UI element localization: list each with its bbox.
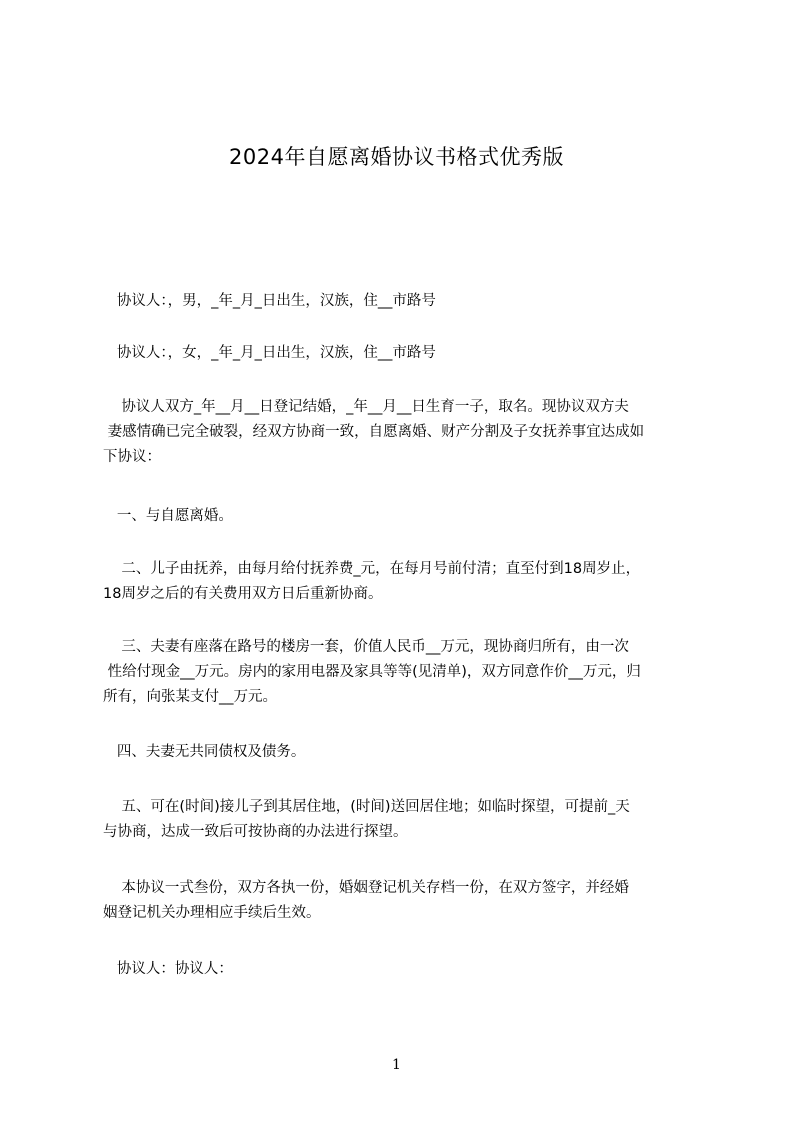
paragraph-clause-5 (103, 795, 700, 845)
paragraph-line: 与协商，达成一致后可按协商的办法进行探望。 (103, 824, 408, 840)
paragraph-clause-4 (103, 740, 700, 765)
paragraph-line: 二、儿子由抚养，由每月给付抚养费_元，在每月号前付清；直至付到18周岁止， (103, 561, 641, 577)
paragraph-clause-3 (103, 635, 700, 710)
paragraph-line: 下协议： (103, 449, 161, 465)
page-number: 1 (392, 1057, 401, 1073)
paragraph-line: 协议人双方_年__月__日登记结婚，_年__月__日生育一子，取名。现协议双方夫 (103, 399, 629, 415)
paragraph-line: 姻登记机关办理相应手续后生效。 (103, 905, 321, 921)
paragraph-line: 一、与自愿离婚。 (103, 508, 233, 524)
paragraph-line: 五、可在(时间)接儿子到其居住地，(时间)送回居住地；如临时探望，可提前_天 (103, 799, 630, 815)
paragraph-preamble (103, 395, 700, 470)
paragraph-line: 四、夫妻无共同债权及债务。 (103, 744, 306, 760)
paragraph-copies (103, 876, 700, 926)
paragraph-party-male (103, 289, 700, 314)
paragraph-party-female (103, 341, 700, 366)
paragraph-line: 所有，向张某支付__万元。 (103, 689, 277, 705)
paragraph-line: 性给付现金__万元。房内的家用电器及家具等等(见清单)，双方同意作价__万元，归 (103, 664, 641, 680)
paragraph-clause-1 (103, 504, 700, 529)
paragraph-line: 三、夫妻有座落在路号的楼房一套，价值人民币__万元，现协商归所有，由一次 (103, 639, 629, 655)
paragraph-clause-2 (103, 557, 700, 607)
paragraph-line: 协议人：协议人： (103, 961, 233, 977)
paragraph-line: 妻感情确已完全破裂，经双方协商一致，自愿离婚、财产分割及子女抚养事宜达成如 (103, 424, 645, 440)
paragraph-signatures (103, 957, 700, 982)
document-title: 2024年自愿离婚协议书格式优秀版 (229, 145, 564, 169)
paragraph-line: 协议人：，男，_年_月_日出生，汉族，住__市路号 (103, 293, 436, 309)
paragraph-line: 18周岁之后的有关费用双方日后重新协商。 (103, 586, 383, 602)
paragraph-line: 本协议一式叁份，双方各执一份，婚姻登记机关存档一份，在双方签字，并经婚 (103, 880, 629, 896)
paragraph-line: 协议人：，女，_年_月_日出生，汉族，住__市路号 (103, 345, 436, 361)
